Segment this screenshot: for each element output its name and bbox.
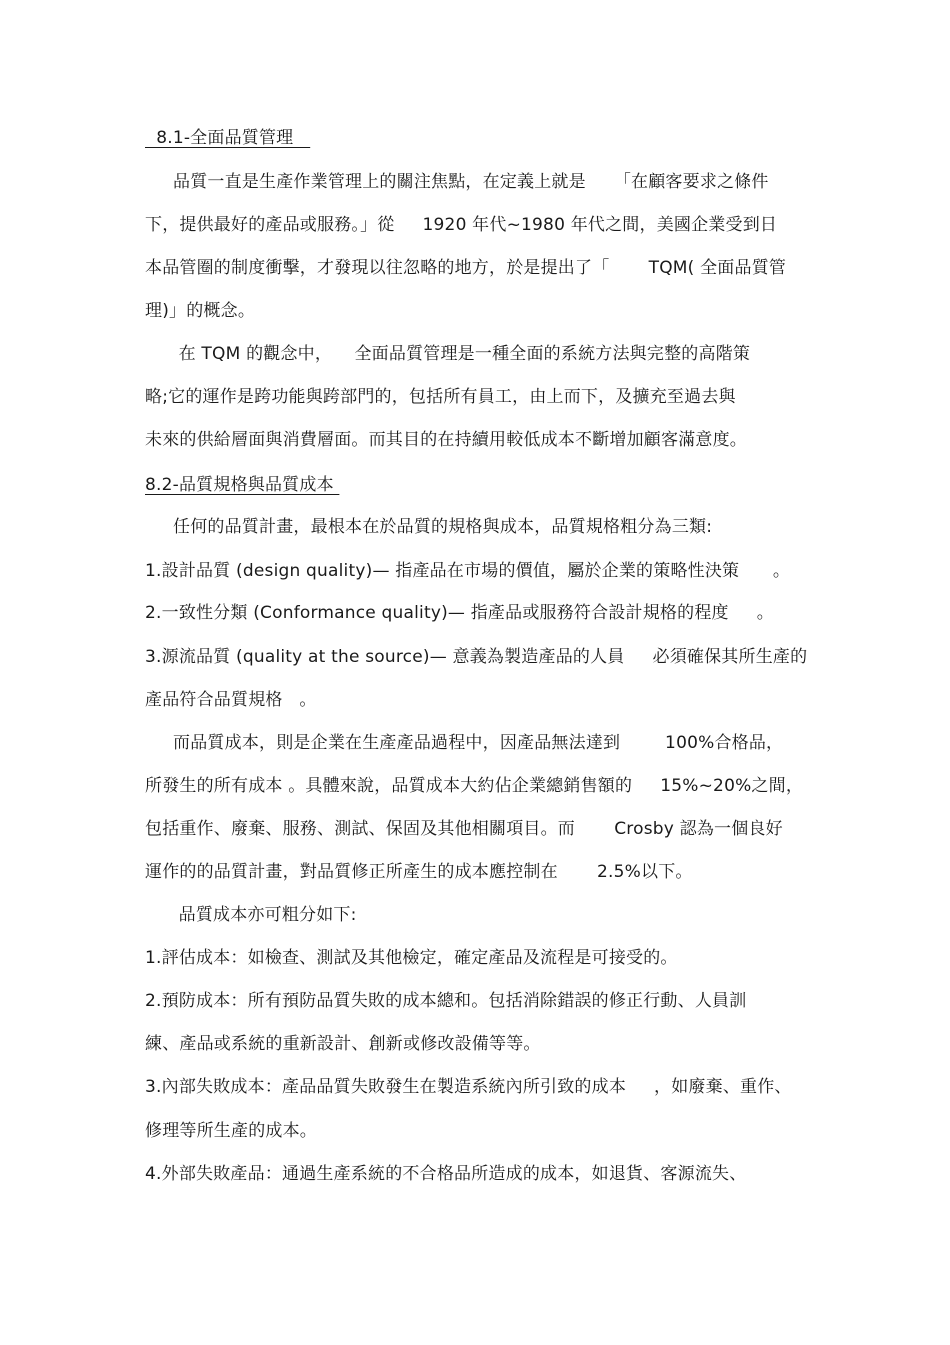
paragraph-line: 未來的供給層面與消費層面。而其目的在持續用較低成本不斷增加顧客滿意度。 [145, 430, 747, 450]
paragraph-line: 所發生的所有成本 。具體來說，品質成本大約佔企業總銷售額的 15%~20%之間， [145, 776, 804, 796]
list-item-continuation: 產品符合品質規格 。 [145, 690, 317, 710]
section-heading-8-2: 8.2-品質規格與品質成本 [145, 475, 340, 495]
list-item: 2.預防成本：所有預防品質失敗的成本總和。包括消除錯誤的修正行動、人員訓 [145, 991, 747, 1011]
section-heading-8-1: 8.1-全面品質管理 [145, 128, 311, 148]
paragraph-line: 在 TQM 的觀念中， 全面品質管理是一種全面的系統方法與完整的高階策 [145, 344, 751, 364]
paragraph-line: 任何的品質計畫，最根本在於品質的規格與成本，品質規格粗分為三類: [145, 517, 713, 537]
paragraph-line: 理)」的概念。 [145, 301, 256, 321]
paragraph-line: 本品管圈的制度衝擊，才發現以往忽略的地方，於是提出了「 TQM( 全面品質管 [145, 258, 787, 278]
list-item: 4.外部失敗產品：通過生產系統的不合格品所造成的成本，如退貨、客源流失、 [145, 1164, 747, 1184]
list-item: 2.一致性分類 (Conformance quality)— 指產品或服務符合設計規格的程度 。 [145, 603, 774, 623]
list-item: 3.源流品質 (quality at the source)— 意義為製造產品的人員 必須確保其所生產的 [145, 647, 808, 667]
list-item: 1.評估成本：如檢查、測試及其他檢定，確定產品及流程是可接受的。 [145, 948, 678, 968]
paragraph-line: 運作的的品質計畫，對品質修正所產生的成本應控制在 2.5%以下。 [145, 862, 693, 882]
paragraph-line: 品質一直是生產作業管理上的關注焦點，在定義上就是 「在顧客要求之條件 [145, 172, 769, 192]
list-item: 1.設計品質 (design quality)— 指產品在市場的價值，屬於企業的策略性決策 。 [145, 561, 791, 581]
list-item-continuation: 修理等所生產的成本。 [145, 1121, 317, 1141]
list-item: 3.內部失敗成本：產品品質失敗發生在製造系統內所引致的成本 ，如廢棄、重作、 [145, 1077, 792, 1097]
paragraph-line: 品質成本亦可粗分如下: [145, 905, 357, 925]
paragraph-line: 下，提供最好的產品或服務。」從 1920 年代~1980 年代之間，美國企業受到日 [145, 215, 778, 235]
paragraph-line: 而品質成本，則是企業在生產產品過程中，因產品無法達到 100%合格品， [145, 733, 784, 753]
paragraph-line: 包括重作、廢棄、服務、測試、保固及其他相關項目。而 Crosby 認為一個良好 [145, 819, 783, 839]
list-item-continuation: 練、產品或系統的重新設計、創新或修改設備等等。 [145, 1034, 541, 1054]
paragraph-line: 略;它的運作是跨功能與跨部門的，包括所有員工，由上而下，及擴充至過去與 [145, 387, 736, 407]
